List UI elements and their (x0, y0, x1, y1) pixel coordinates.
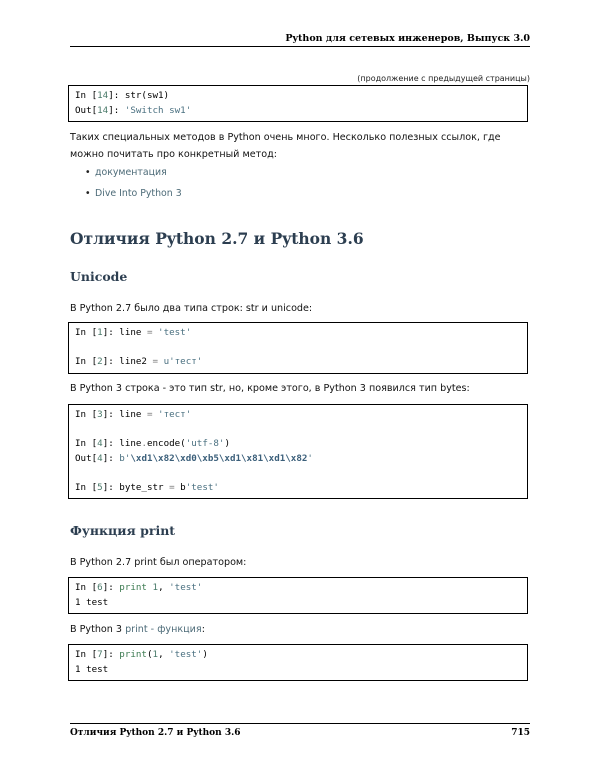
code-line: Out[4]: b'\xd1\x82\xd0\xb5\xd1\x81\xd1\x82' (75, 452, 313, 464)
code-line: In [2]: line2 = u'тест' (75, 356, 203, 367)
unicode-paragraph-1: В Python 2.7 было два типа строк: str и unicode: (70, 303, 313, 314)
code-line: In [1]: line = 'test' (75, 327, 192, 338)
page-number: 715 (511, 728, 530, 738)
code-block-str-sw1 (68, 85, 528, 122)
links-list (70, 166, 530, 208)
code-output: 1 test (75, 663, 109, 675)
code-line: In [5]: byte_str = b'test' (75, 481, 219, 493)
print-function-link[interactable]: print - функция (125, 624, 202, 635)
code-block-py2-print (68, 577, 528, 614)
intro-paragraph: Таких специальных методов в Python очень много. Несколько полезных ссылок, где можно почитать про конкретный метод: (70, 132, 501, 160)
print-paragraph-1: В Python 2.7 print был оператором: (70, 557, 247, 568)
code-line: In [3]: line = 'тест' (75, 409, 192, 420)
bullet-icon: • (85, 188, 91, 199)
code-output: 1 test (75, 596, 109, 608)
code-line: In [14]: str(sw1) (75, 90, 170, 101)
list-item (70, 166, 530, 187)
code-line: In [4]: line.encode('utf-8') (75, 438, 230, 449)
code-line: Out[14]: 'Switch sw1' (75, 104, 192, 116)
bullet-icon: • (85, 167, 91, 178)
documentation-link[interactable]: документация (95, 167, 167, 178)
code-line: In [6]: print 1, 'test' (75, 582, 203, 593)
print-heading: Функция print (70, 523, 176, 538)
continued-note: (продолжение с предыдущей страницы) (357, 74, 530, 83)
code-block-py3-print (68, 644, 528, 681)
unicode-paragraph-2: В Python 3 строка - это тип str, но, кроме этого, в Python 3 появился тип bytes: (70, 383, 470, 394)
running-header: Python для сетевых инженеров, Выпуск 3.0 (285, 33, 530, 44)
footer-section-title: Отличия Python 2.7 и Python 3.6 (70, 728, 241, 738)
code-block-py3-bytes (68, 404, 528, 499)
code-block-py2-strings (68, 322, 528, 374)
dive-into-python-link[interactable]: Dive Into Python 3 (95, 188, 182, 199)
header-divider (70, 46, 530, 47)
code-line: In [7]: print(1, 'test') (75, 649, 208, 660)
section-title: Отличия Python 2.7 и Python 3.6 (70, 229, 364, 248)
footer-divider (70, 723, 530, 724)
print-paragraph-2: В Python 3 print - функция: (70, 624, 205, 635)
unicode-heading: Unicode (70, 269, 128, 284)
list-item (70, 187, 530, 208)
